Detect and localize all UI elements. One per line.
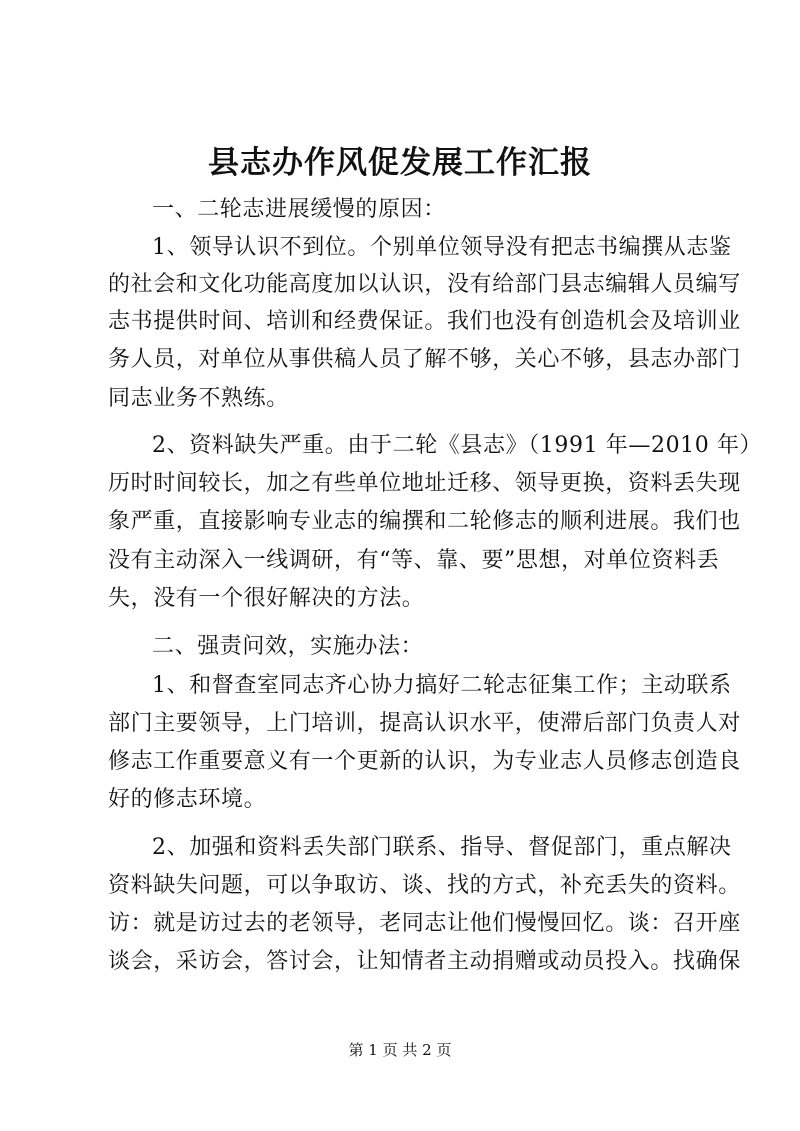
paragraph-line: 1、和督查室同志齐心协力搞好二轮志征集工作；主动联系 [152,673,732,698]
paragraph-line: 谈会，采访会，答讨会，让知情者主动捐赠或动员投入。找确保 [108,949,741,974]
paragraph-line: 失，没有一个很好解决的方法。 [108,586,425,611]
paragraph-line: 好的修志环境。 [108,787,267,812]
paragraph-line: 同志业务不熟练。 [108,386,289,411]
paragraph-line: 1、领导认识不到位。个别单位领导没有把志书编撰从志鉴 [152,235,732,260]
paragraph-line: 修志工作重要意义有一个更新的认识，为专业志人员修志创造良 [108,749,741,774]
paragraph-line: 2、加强和资料丢失部门联系、指导、督促部门，重点解决 [152,835,732,860]
paragraph-line: 象严重，直接影响专业志的编撰和二轮修志的顺利进展。我们也 [108,509,741,534]
paragraph-line: 务人员，对单位从事供稿人员了解不够，关心不够，县志办部门 [108,347,741,372]
paragraph-line: 的社会和文化功能高度加以认识，没有给部门县志编辑人员编写 [108,272,741,297]
paragraph-line: 志书提供时间、培训和经费保证。我们也没有创造机会及培训业 [108,309,741,334]
section-heading-1: 一、二轮志进展缓慢的原因： [152,197,446,222]
section-heading-2: 二、强责问效，实施办法： [152,634,424,659]
paragraph-line: 部门主要领导，上门培训，提高认识水平，使滞后部门负责人对 [108,711,741,736]
paragraph-line: 访：就是访过去的老领导，老同志让他们慢慢回忆。谈：召开座 [108,911,741,936]
paragraph-line: 2、资料缺失严重。由于二轮《县志》（1991 年—2010 年） [152,433,763,458]
page-number: 第 1 页 共 2 页 [348,1041,452,1059]
paragraph-line: 没有主动深入一线调研，有“等、靠、要”思想，对单位资料丢 [108,548,720,573]
paragraph-line: 资料缺失问题，可以争取访、谈、找的方式，补充丢失的资料。 [108,873,741,898]
document-title: 县志办作风促发展工作汇报 [208,145,592,181]
paragraph-line: 历时时间较长，加之有些单位地址迁移、领导更换，资料丢失现 [108,471,741,496]
